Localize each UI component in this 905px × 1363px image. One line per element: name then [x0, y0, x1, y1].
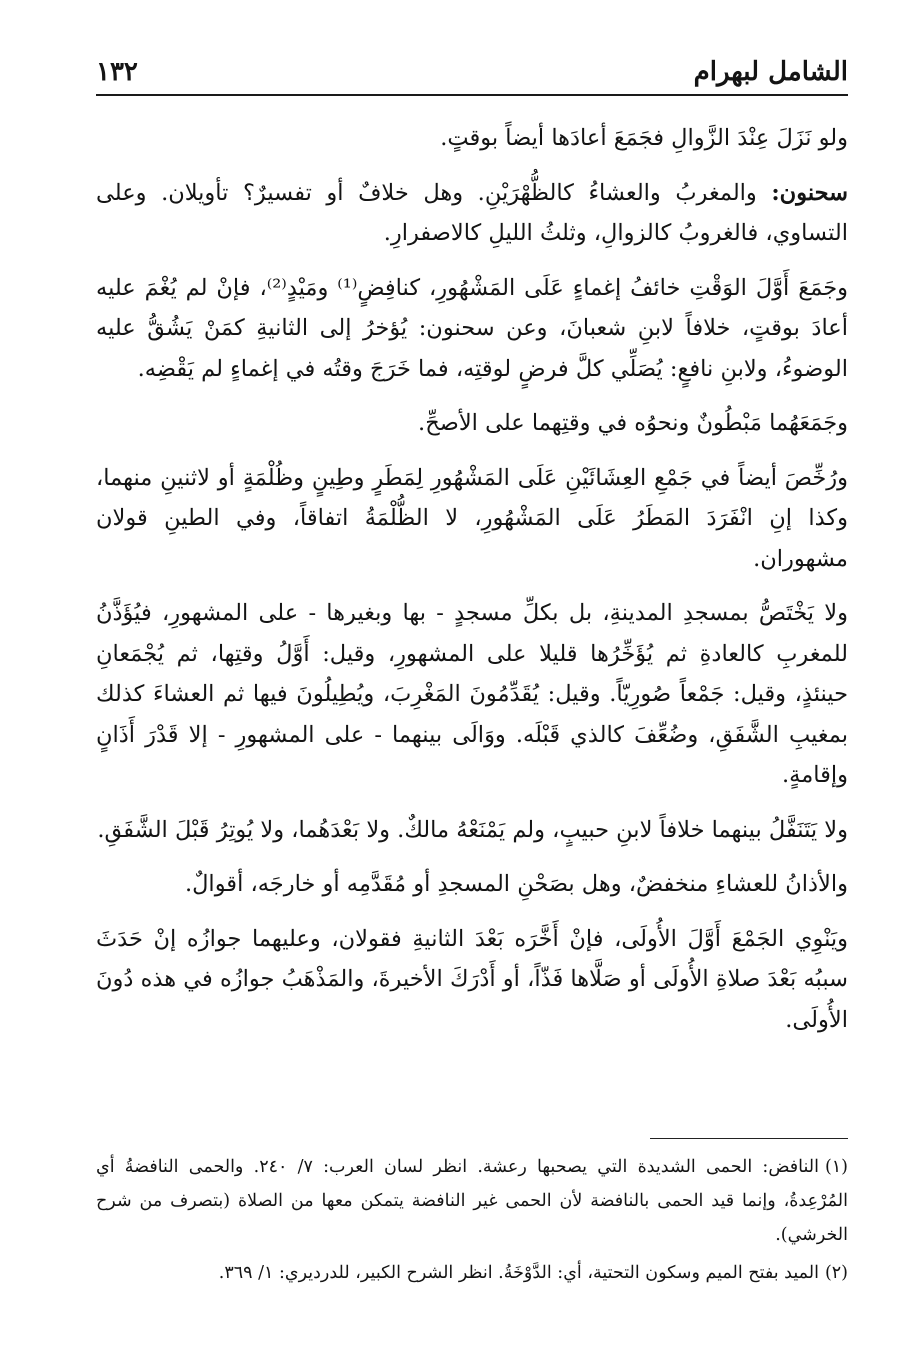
paragraph-text: والأذانُ للعشاءِ منخفضٌ، وهل بصَحْنِ المسجدِ أو مُقَدَّمِه أو خارجَه، أقوالٌ.	[184, 871, 848, 897]
footnote-text: النافض: الحمى الشديدة التي يصحبها رعشة. انظر لسان العرب: ٧/ ٢٤٠. والحمى النافضةُ أي المُرْعِدةُ، وإنما قيد الحمى بالنافضة لأن الحمى غير النافضة يتمكن معها من الصلاة (بتصرف من شرح الخرشي).	[96, 1157, 848, 1245]
page-header	[96, 52, 848, 92]
page-number: ١٣٢	[96, 57, 138, 87]
footnote-divider	[650, 1138, 848, 1139]
paragraph-text: والمغربُ والعشاءُ كالظُّهْرَيْنِ. وهل خلافٌ أو تفسيرٌ؟ تأويلان. وعلى التساوي، فالغروبُ كالزوالِ، وثلثُ الليلِ كالاصفرارِ.	[96, 179, 848, 246]
paragraph	[96, 173, 848, 254]
paragraph	[96, 118, 848, 159]
paragraph-label: سحنون:	[771, 179, 848, 206]
paragraph	[96, 593, 848, 796]
paragraph-text: وجَمَعَهُما مَبْطُونٌ ونحوُه في وقتِهما على الأصحِّ.	[418, 410, 848, 436]
paragraph	[96, 458, 848, 580]
running-title: الشامل لبهرام	[693, 57, 848, 87]
paragraph	[96, 403, 848, 444]
paragraph-text: ويَنْوِي الجَمْعَ أَوَّلَ الأُولَى، فإنْ أَخَّرَه بَعْدَ الثانيةِ فقولان، وعليهما جوازُه إنْ حَدَثَ سببُه بَعْدَ صلاةِ الأُولَى أو صَلَّاها فَذّاً، أو أَدْرَكَ الأخيرةَ، والمَذْهَبُ جوازُه في هذه دُونَ الأُولَى.	[96, 925, 848, 1033]
footnote-number: (١)	[824, 1157, 848, 1177]
paragraph	[96, 919, 848, 1041]
footnote	[96, 1256, 848, 1290]
header-divider	[96, 94, 848, 96]
paragraph-text: ولو نَزَلَ عِنْدَ الزَّوالِ فجَمَعَ أعادَها أيضاً بوقتٍ.	[440, 125, 848, 151]
footnotes	[96, 1150, 848, 1294]
footnote-text: الميد بفتح الميم وسكون التحتية، أي: الدَّوْخَةُ. انظر الشرح الكبير، للدرديري: ١/ ٣٦٩.	[218, 1263, 819, 1283]
paragraph-text: ولا يَخْتَصُّ بمسجدِ المدينةِ، بل بكلِّ مسجدٍ - بها وبغيرها - على المشهورِ، فيُؤَذَّنُ للمغربِ كالعادةِ ثم يُؤَخِّرُها قليلا على المشهورِ، وقيل: أَوَّلُ وقتِها، ثم يُجْمَعانِ حينئذٍ، وقيل: جَمْعاً صُورِيّاً. وقيل: يُقَدِّمُونَ المَغْرِبَ، ويُطِيلُونَ فيها ثم العشاءَ كذلك بمغيبِ الشَّفَقِ، وضُعِّفَ كالذي قَبْلَه. ووَالَى بينهما - على المشهورِ - إلا قَدْرَ أَذَانٍ وإقامةٍ.	[96, 600, 848, 788]
main-text	[96, 118, 848, 1054]
paragraph-text: ولا يَتَنَفَّلُ بينهما خلافاً لابنِ حبيبٍ، ولم يَمْنَعْهُ مالكٌ. ولا بَعْدَهُما، ولا يُوتِرُ قَبْلَ الشَّفَقِ.	[97, 816, 848, 843]
footnote-number: (٢)	[824, 1263, 848, 1283]
paragraph	[96, 810, 848, 851]
paragraph	[96, 268, 848, 390]
paragraph	[96, 864, 848, 905]
paragraph-text: ورُخِّصَ أيضاً في جَمْعِ العِشَائَيْنِ عَلَى المَشْهُورِ لِمَطَرٍ وطِينٍ وظُلْمَةٍ أو لاثنينِ منهما، وكذا إنِ انْفَرَدَ المَطَرُ عَلَى المَشْهُورِ، لا الظُّلْمَةُ اتفاقاً، وفي الطينِ قولان مشهوران.	[96, 464, 848, 572]
paragraph-text: وجَمَعَ أَوَّلَ الوَقْتِ خائفُ إغماءٍ عَلَى المَشْهُورِ، كنافِضٍ⁽¹⁾ ومَيْدٍ⁽²⁾، فإنْ لم يُغْمَ عليه أعادَ بوقتٍ، خلافاً لابنِ شعبانَ، وعن سحنون: يُؤخرُ إلى الثانيةِ كمَنْ يَشُقُّ عليه الوضوءُ، ولابنِ نافعٍ: يُصَلِّي كلَّ فرضٍ لوقتِه، فما خَرَجَ وقتُه في إغماءٍ لم يَقْضِه.	[96, 274, 848, 382]
footnote	[96, 1150, 848, 1252]
